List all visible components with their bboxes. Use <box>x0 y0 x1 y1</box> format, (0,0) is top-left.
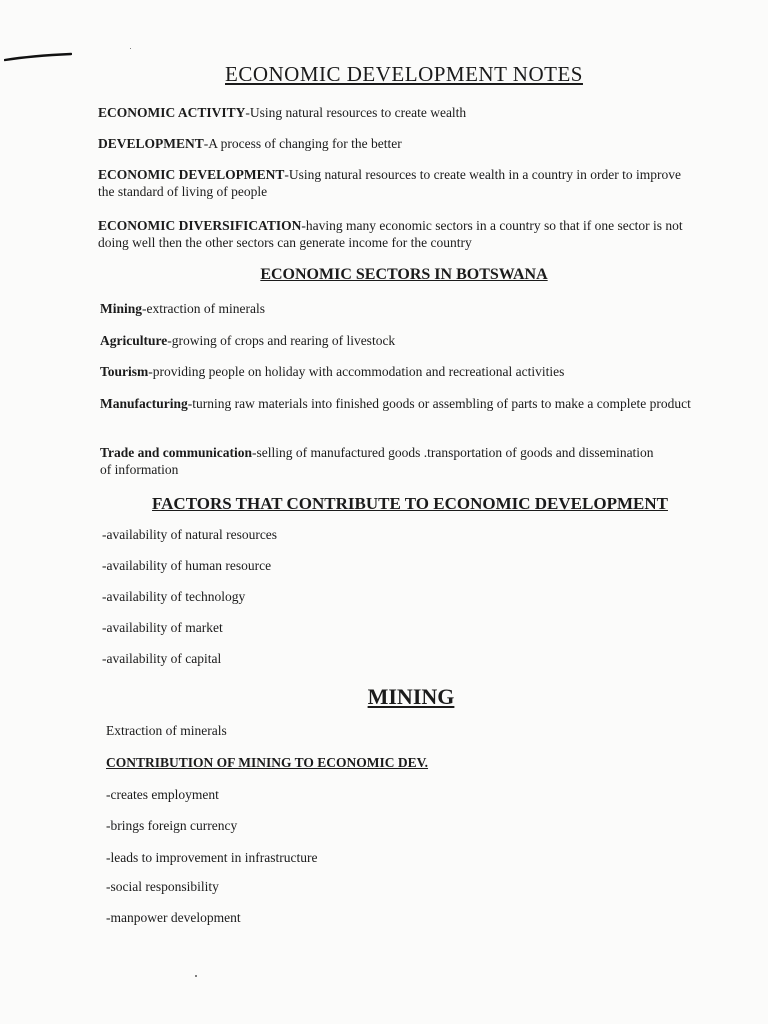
contribution-item: -creates employment <box>106 787 219 802</box>
mining-intro: Extraction of minerals <box>106 723 227 738</box>
factor-item: -availability of market <box>102 620 223 635</box>
mining-contribution-heading: CONTRIBUTION OF MINING TO ECONOMIC DEV. <box>106 755 429 770</box>
sector-manufacturing: Manufacturing-turning raw materials into finished goods or assembling of parts to make a complete product <box>100 396 691 411</box>
sectors-heading: ECONOMIC SECTORS IN BOTSWANA <box>260 266 548 283</box>
factor-item: -availability of capital <box>102 651 222 666</box>
factor-item: -availability of human resource <box>102 558 272 573</box>
definition-economic-development: ECONOMIC DEVELOPMENT-Using natural resources to create wealth in a country in order to improve the standard of living of people <box>98 167 681 199</box>
sector-trade-and-communication: Trade and communication-selling of manufactured goods .transportation of goods and dissemination of information <box>100 445 654 477</box>
scan-speck <box>130 48 131 49</box>
factor-item: -availability of technology <box>102 589 246 604</box>
definition-economic-activity: ECONOMIC ACTIVITY-Using natural resources to create wealth <box>98 105 467 120</box>
sector-agriculture: Agriculture-growing of crops and rearing of livestock <box>100 333 396 348</box>
definition-economic-diversification: ECONOMIC DIVERSIFICATION-having many economic sectors in a country so that if one sector is not doing well then the other sectors can generate income for the country <box>98 218 683 250</box>
definition-development: DEVELOPMENT-A process of changing for the better <box>98 136 402 151</box>
sector-tourism: Tourism-providing people on holiday with accommodation and recreational activities <box>100 364 565 379</box>
mining-heading: MINING <box>367 684 455 709</box>
pen-stroke-mark <box>4 52 72 62</box>
contribution-item: -leads to improvement in infrastructure <box>106 850 318 865</box>
contribution-item: -social responsibility <box>106 879 219 894</box>
contribution-item: -manpower development <box>106 910 241 925</box>
page-title: ECONOMIC DEVELOPMENT NOTES <box>225 62 583 86</box>
scan-speck <box>195 975 197 977</box>
sector-mining: Mining-extraction of minerals <box>100 301 265 316</box>
factor-item: -availability of natural resources <box>102 527 278 542</box>
factors-heading: FACTORS THAT CONTRIBUTE TO ECONOMIC DEVELOPMENT <box>152 494 668 513</box>
contribution-item: -brings foreign currency <box>106 818 238 833</box>
